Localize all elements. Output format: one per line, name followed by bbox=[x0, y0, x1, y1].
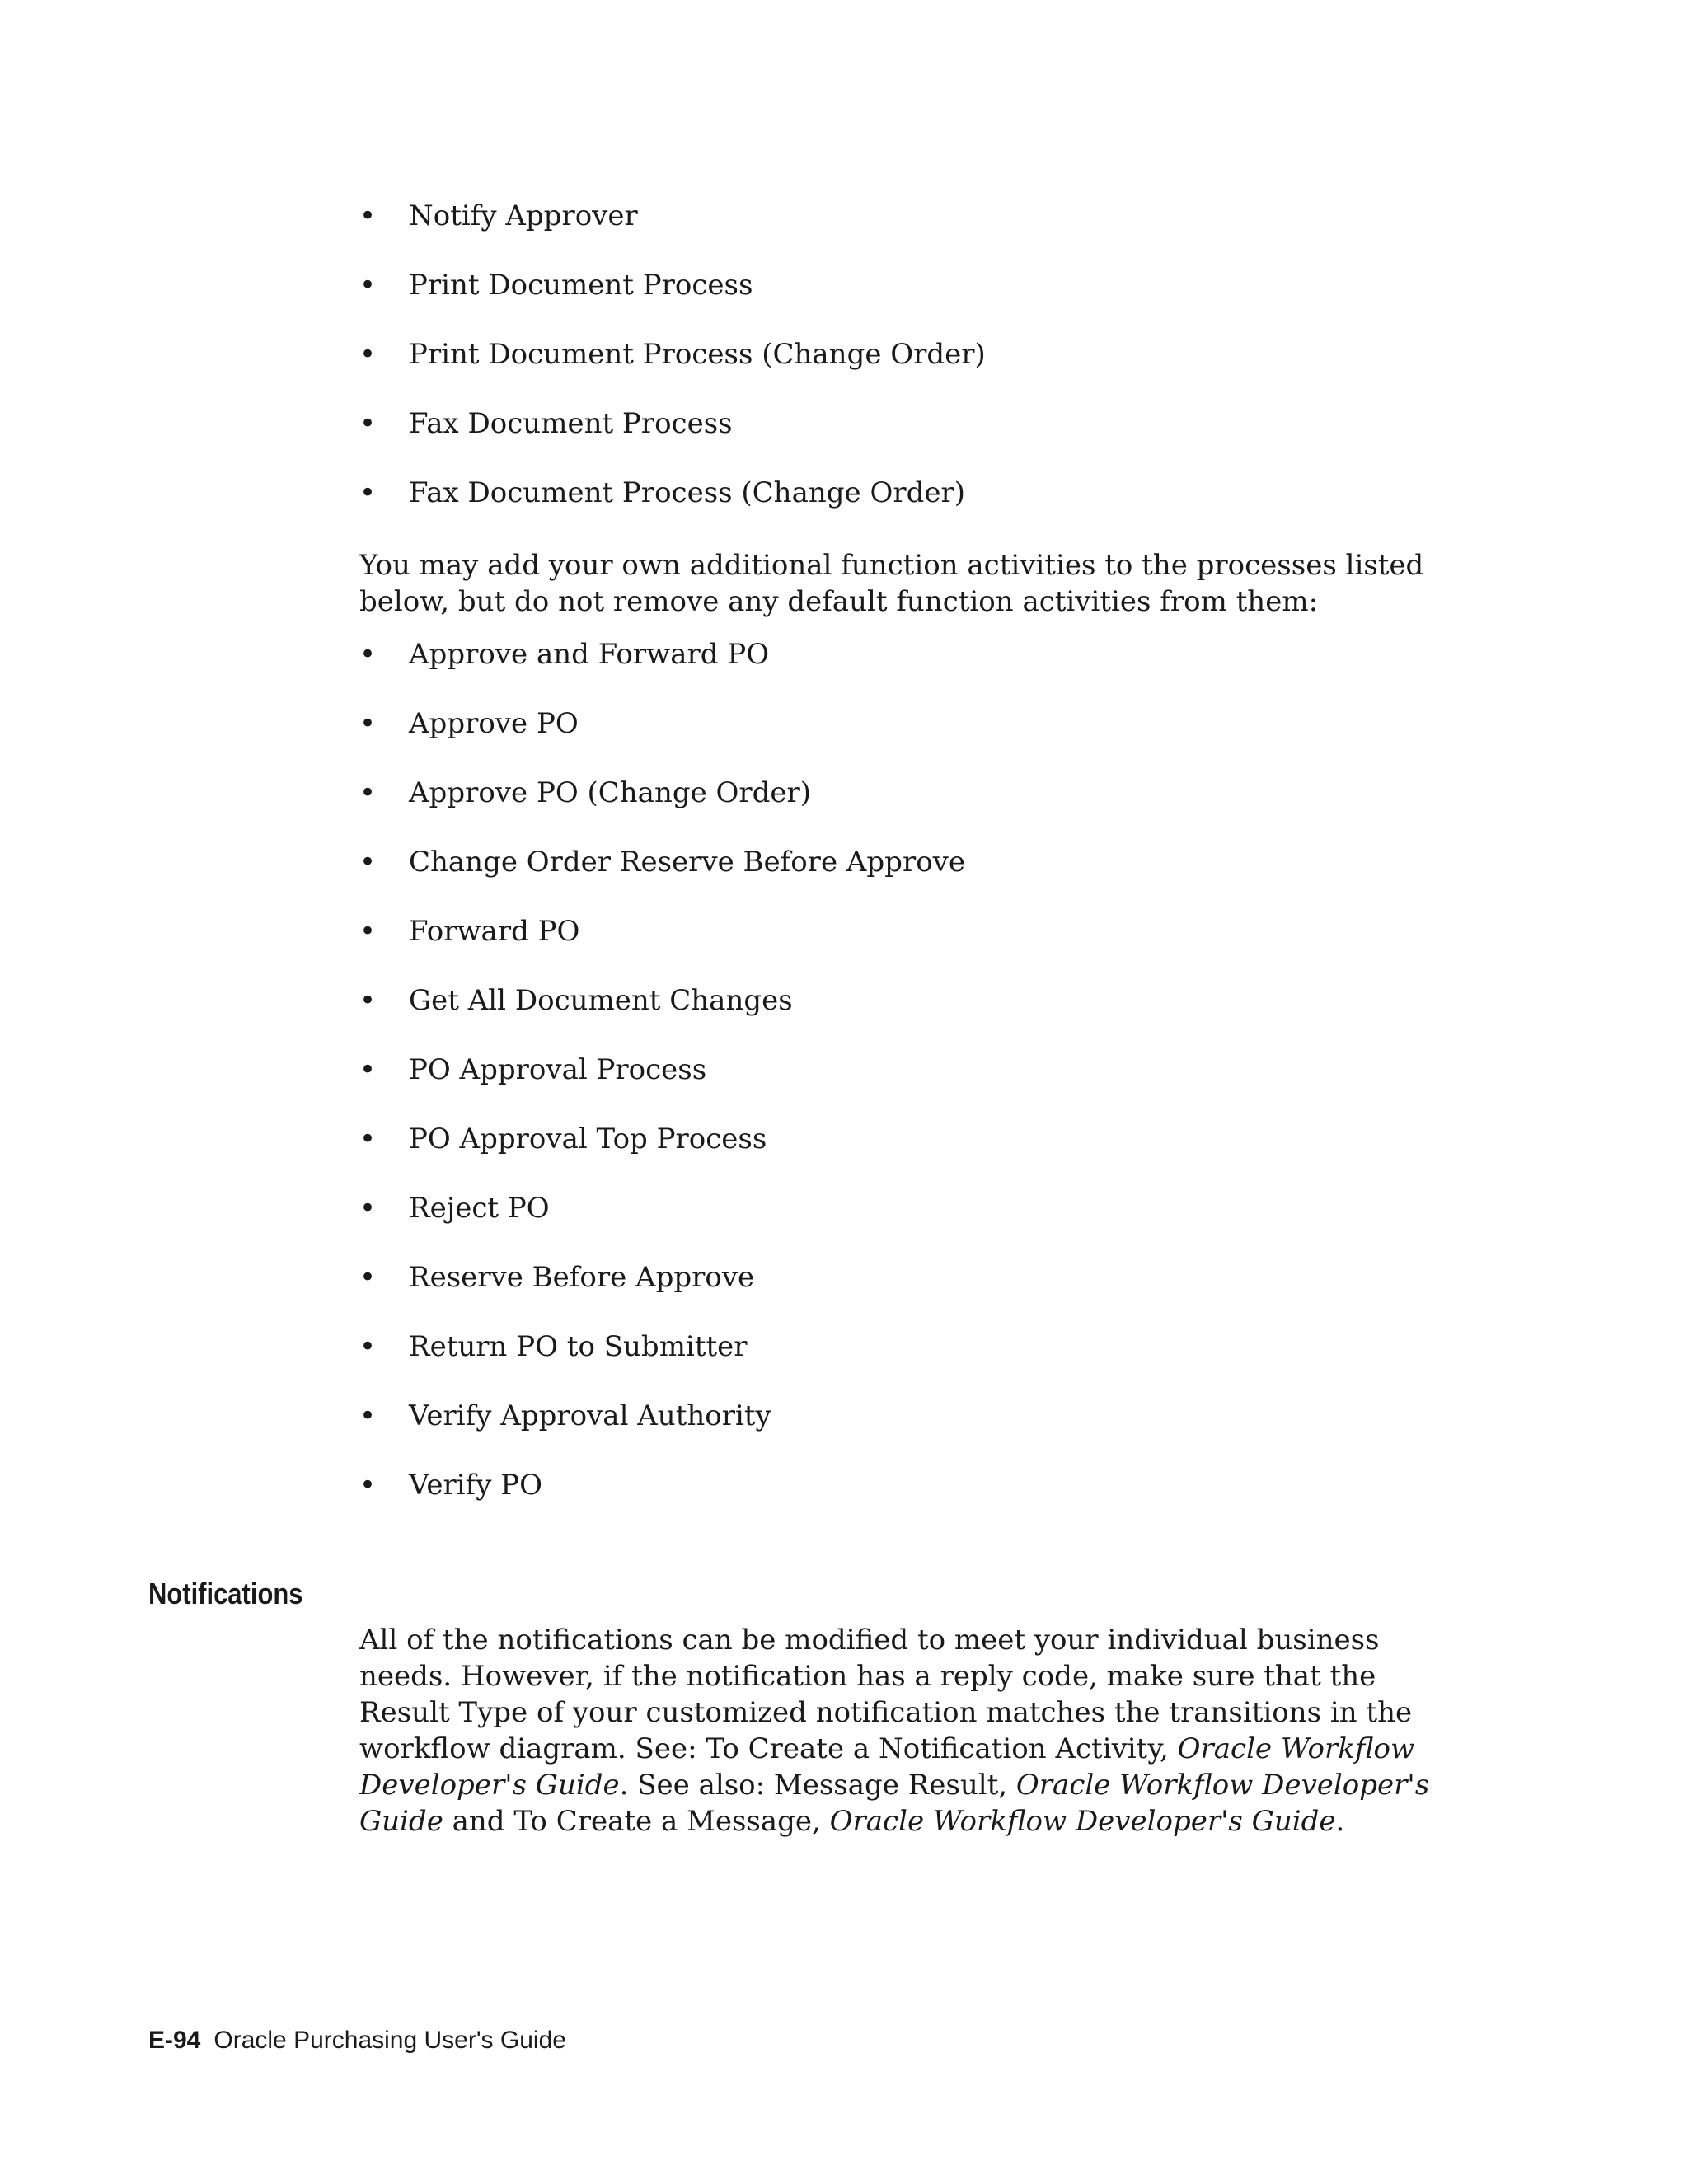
page-footer bbox=[148, 2024, 566, 2057]
bullet-icon: • bbox=[359, 1399, 377, 1432]
list-item bbox=[359, 705, 1431, 742]
list-item bbox=[359, 1259, 1431, 1296]
list-item-text: Approve PO bbox=[409, 707, 579, 740]
list-item bbox=[359, 844, 1431, 880]
bullet-icon: • bbox=[359, 1122, 377, 1155]
bullet-icon: • bbox=[359, 269, 377, 302]
list-item bbox=[359, 1398, 1431, 1434]
bullet-icon: • bbox=[359, 199, 377, 232]
list-item bbox=[359, 1329, 1431, 1365]
section-heading-notifications: Notifications bbox=[148, 1577, 303, 1610]
list-item-text: Notify Approver bbox=[409, 199, 638, 232]
bullet-icon: • bbox=[359, 476, 377, 509]
bullet-icon: • bbox=[359, 1261, 377, 1294]
bullet-icon: • bbox=[359, 407, 377, 440]
list-item bbox=[359, 1467, 1431, 1503]
list-item bbox=[359, 198, 1431, 234]
list-item-text: Return PO to Submitter bbox=[409, 1330, 748, 1363]
list-item bbox=[359, 267, 1431, 303]
bullet-icon: • bbox=[359, 1053, 377, 1086]
list-item-text: PO Approval Top Process bbox=[409, 1122, 767, 1155]
bullet-icon: • bbox=[359, 915, 377, 948]
list-item bbox=[359, 636, 1431, 673]
bullet-icon: • bbox=[359, 338, 377, 371]
list-item-text: Reserve Before Approve bbox=[409, 1261, 755, 1294]
list-item bbox=[359, 1052, 1431, 1088]
list-item bbox=[359, 1190, 1431, 1226]
list-item-text: Print Document Process bbox=[409, 269, 753, 302]
list-item-text: Verify Approval Authority bbox=[409, 1399, 771, 1432]
list-item bbox=[359, 913, 1431, 949]
notifications-text-3: and To Create a Message, bbox=[443, 1805, 830, 1838]
list-item bbox=[359, 982, 1431, 1019]
bullet-icon: • bbox=[359, 1192, 377, 1225]
notifications-text-4: . bbox=[1335, 1805, 1345, 1838]
list-item-text: Verify PO bbox=[409, 1469, 543, 1502]
bullet-icon: • bbox=[359, 1330, 377, 1363]
page-number: E-94 bbox=[148, 2027, 201, 2054]
bullet-icon: • bbox=[359, 638, 377, 671]
list-item-text: Forward PO bbox=[409, 915, 580, 948]
function-bullet-list bbox=[359, 636, 1431, 1503]
list-item bbox=[359, 405, 1431, 442]
list-item bbox=[359, 336, 1431, 373]
list-item-text: Print Document Process (Change Order) bbox=[409, 338, 986, 371]
intro-paragraph: You may add your own additional function activities to the processes listed below, but do not remove any default function activities from them: bbox=[359, 549, 1424, 618]
doc-reference-1: Oracle Workflow Developer's Guide bbox=[359, 1732, 1415, 1802]
bullet-icon: • bbox=[359, 707, 377, 740]
notifications-text-1: All of the notifications can be modified to meet your individual business needs. However, if the notification has a reply code, make sure that the Result Type of your customized notification matches the transitions in the workflow diagram. See: To Create a Notification Activity, bbox=[359, 1624, 1413, 1765]
list-item-text: Reject PO bbox=[409, 1192, 550, 1225]
bullet-icon: • bbox=[359, 776, 377, 809]
list-item bbox=[359, 1121, 1431, 1157]
doc-reference-2: Oracle Workflow Developer's Guide bbox=[359, 1769, 1430, 1838]
list-item-text: Change Order Reserve Before Approve bbox=[409, 846, 966, 879]
bullet-icon: • bbox=[359, 1469, 377, 1502]
doc-reference-3: Oracle Workflow Developer's Guide bbox=[829, 1805, 1336, 1838]
book-title: Oracle Purchasing User's Guide bbox=[213, 2027, 566, 2054]
list-item-text: PO Approval Process bbox=[409, 1053, 707, 1086]
list-item-text: Approve and Forward PO bbox=[409, 638, 770, 671]
process-bullet-list bbox=[359, 198, 1431, 511]
list-item-text: Fax Document Process bbox=[409, 407, 733, 440]
list-item-text: Approve PO (Change Order) bbox=[409, 776, 812, 809]
list-item-text: Get All Document Changes bbox=[409, 984, 793, 1017]
notifications-paragraph bbox=[359, 1622, 1431, 1840]
list-item-text: Fax Document Process (Change Order) bbox=[409, 476, 965, 509]
bullet-icon: • bbox=[359, 846, 377, 879]
notifications-text-2: . See also: Message Result, bbox=[619, 1769, 1016, 1802]
list-item bbox=[359, 475, 1431, 511]
bullet-icon: • bbox=[359, 984, 377, 1017]
list-item bbox=[359, 775, 1431, 811]
